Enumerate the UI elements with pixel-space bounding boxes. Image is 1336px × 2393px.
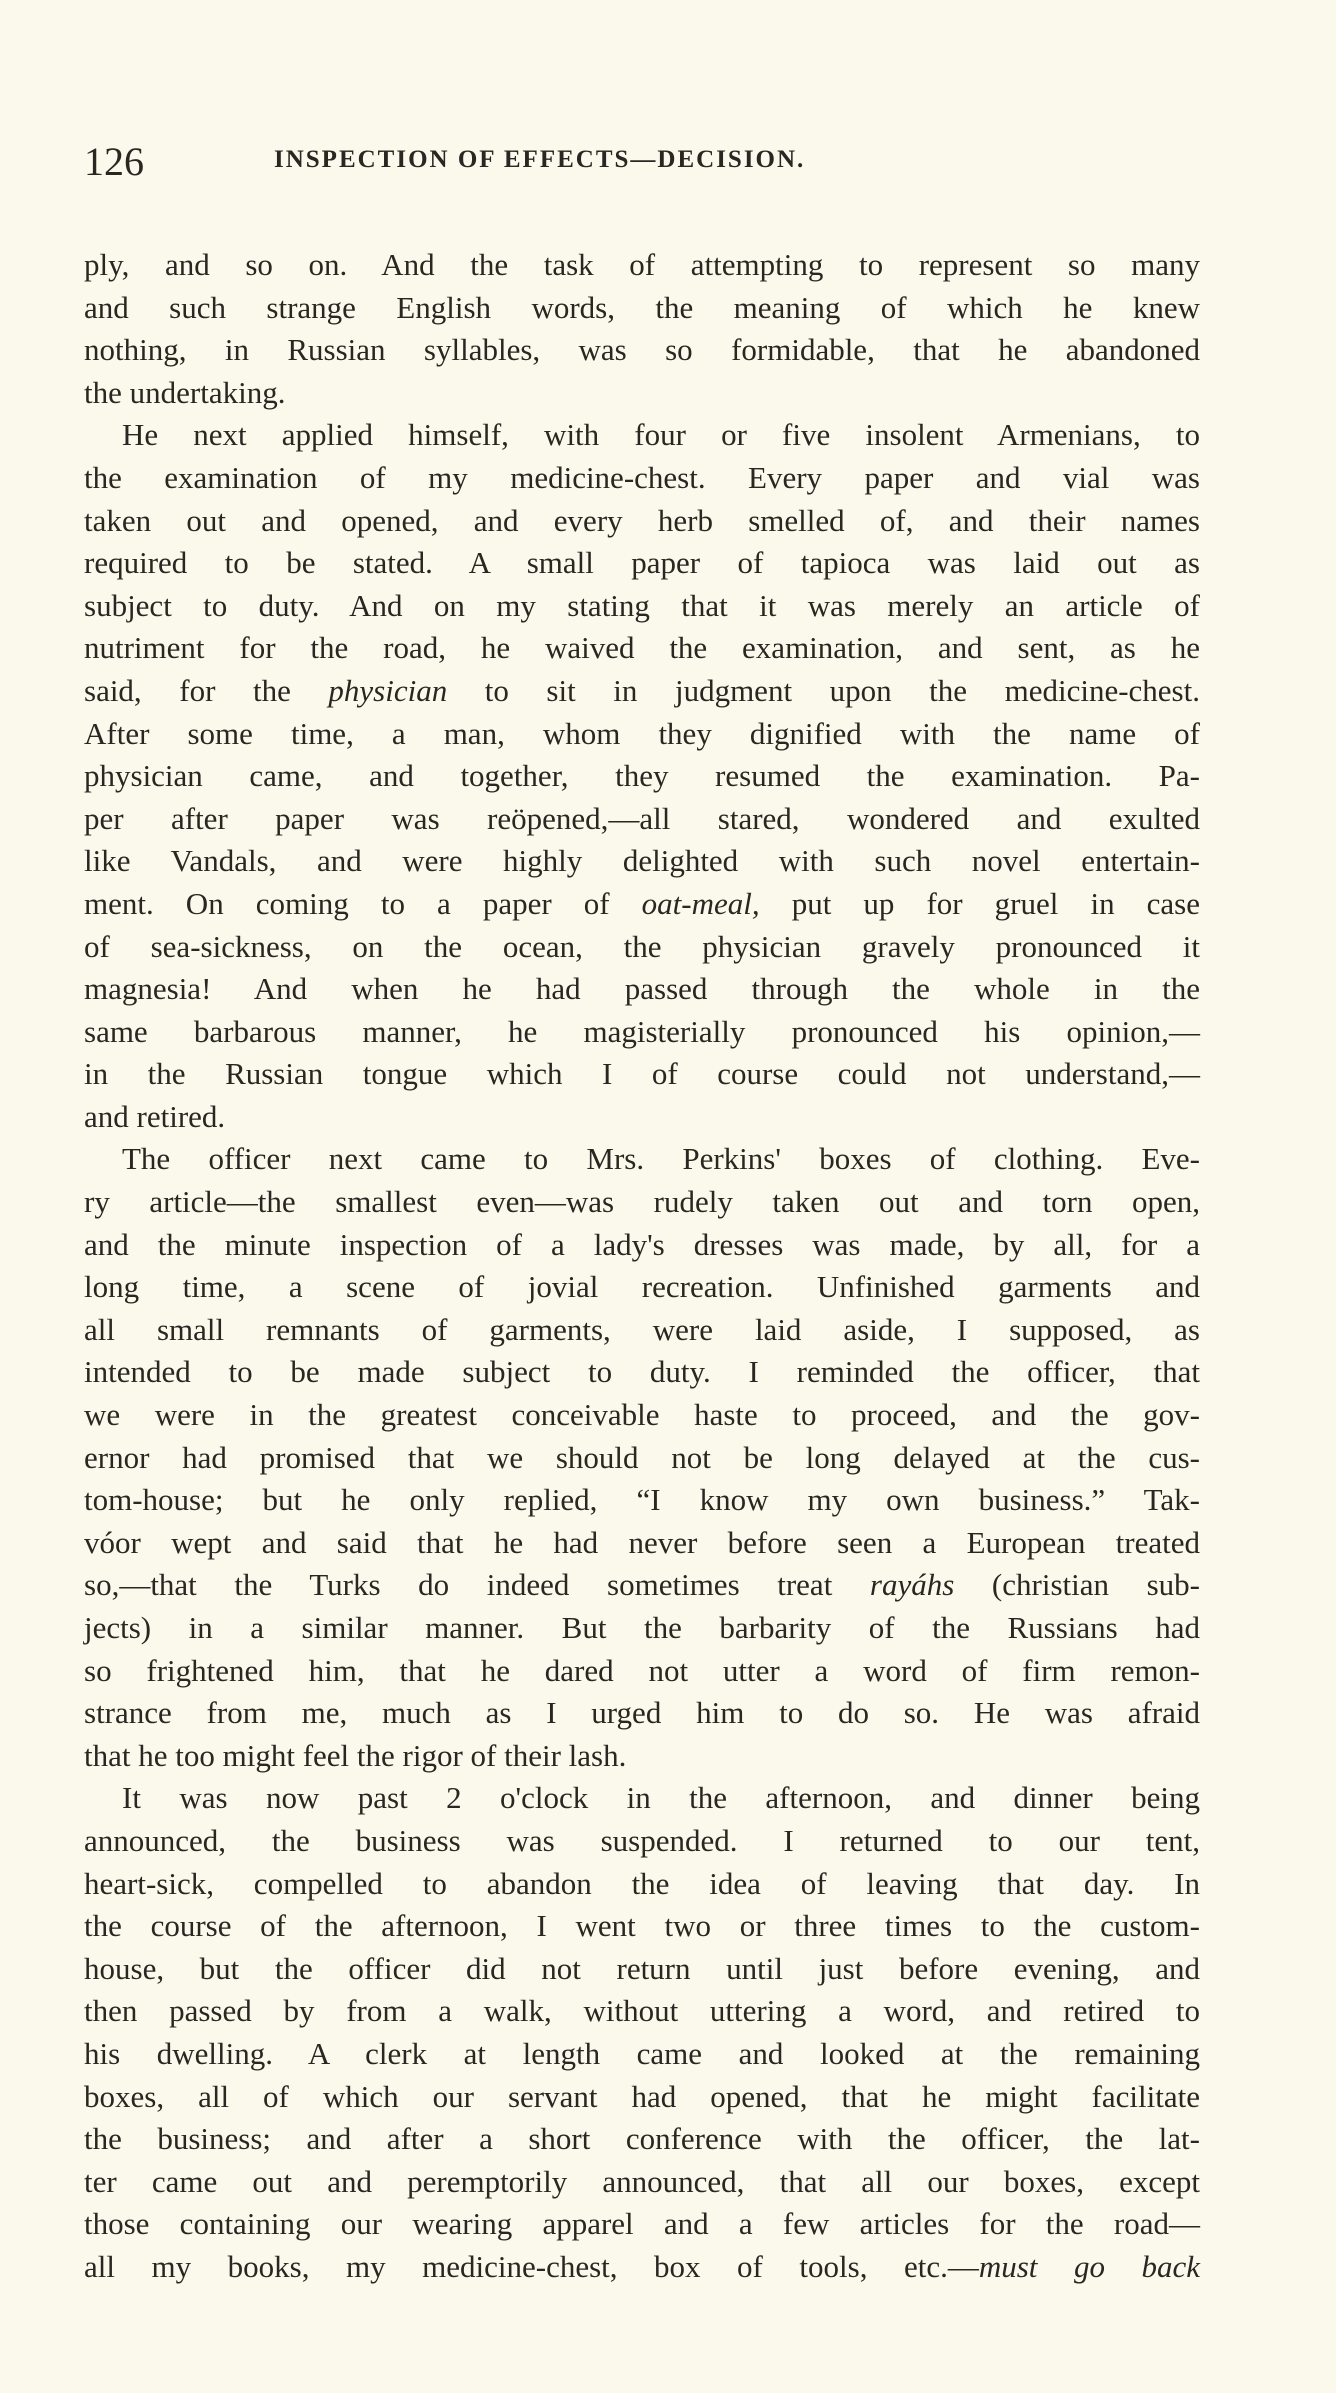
- text-line: same barbarous manner, he magisterially pronounced his opinion,—: [84, 1013, 1200, 1049]
- text-line: announced, the business was suspended. I returned to our tent,: [84, 1822, 1200, 1858]
- text-segment: said, for the: [84, 672, 329, 708]
- text-line: He next applied himself, with four or five insolent Armenians, to: [122, 417, 1200, 453]
- italic-text: physician: [328, 672, 448, 708]
- text-line: in the Russian tongue which I of course could not understand,—: [84, 1056, 1200, 1092]
- text-line: After some time, a man, whom they dignified with the name of: [84, 715, 1200, 751]
- text-line: ter came out and peremptorily announced, that all our boxes, except: [84, 2163, 1200, 2199]
- text-line: house, but the officer did not return until just before evening, and: [84, 1950, 1200, 1986]
- text-line: the business; and after a short conference with the officer, the lat-: [84, 2121, 1200, 2157]
- text-line: and the minute inspection of a lady's dresses was made, by all, for a: [84, 1226, 1200, 1262]
- text-line: that he too might feel the rigor of their lash.: [84, 1737, 627, 1773]
- text-line: so frightened him, that he dared not utter a word of firm remon-: [84, 1652, 1200, 1688]
- text-line: nutriment for the road, he waived the examination, and sent, as he: [84, 630, 1200, 666]
- text-line: [84, 2246, 1200, 2289]
- text-line: ply, and so on. And the task of attempting to represent so many: [84, 247, 1200, 282]
- text-line: the undertaking.: [84, 374, 286, 410]
- text-line: then passed by from a walk, without uttering a word, and retired to: [84, 1993, 1200, 2029]
- running-head-title: INSPECTION OF EFFECTS—DECISION.: [274, 146, 806, 173]
- text-line: and such strange English words, the meaning of which he knew: [84, 289, 1200, 325]
- text-segment: (christian sub-: [954, 1567, 1200, 1603]
- page-number: 126: [84, 139, 144, 184]
- text-segment: all my books, my medicine-chest, box of tools, etc.—: [84, 2248, 979, 2284]
- text-line: per after paper was reöpened,—all stared, wondered and exulted: [84, 800, 1200, 836]
- text-segment: ment. On coming to a paper of: [84, 885, 642, 921]
- page-body-text: [84, 244, 1200, 2289]
- text-line: [84, 883, 1200, 926]
- text-segment: put up for gruel in case: [759, 885, 1200, 921]
- text-line: magnesia! And when he had passed through the whole in the: [84, 971, 1200, 1007]
- text-segment: so,—that the Turks do indeed sometimes treat: [84, 1567, 870, 1603]
- text-line: ry article—the smallest even—was rudely taken out and torn open,: [84, 1184, 1200, 1220]
- text-segment: to sit in judgment upon the medicine-chest.: [447, 672, 1200, 708]
- text-line: the examination of my medicine-chest. Every paper and vial was: [84, 459, 1200, 495]
- text-line: and retired.: [84, 1098, 226, 1134]
- text-line: [84, 670, 1200, 713]
- text-line: jects) in a similar manner. But the barbarity of the Russians had: [84, 1610, 1200, 1645]
- text-line: required to be stated. A small paper of tapioca was laid out as: [84, 545, 1200, 581]
- running-header: [84, 138, 1200, 188]
- text-line: his dwelling. A clerk at length came and looked at the remaining: [84, 2035, 1200, 2071]
- text-line: ernor had promised that we should not be long delayed at the cus-: [84, 1439, 1200, 1475]
- text-line: of sea-sickness, on the ocean, the physician gravely pronounced it: [84, 928, 1200, 964]
- italic-text: rayáhs: [869, 1567, 955, 1603]
- text-line: the course of the afternoon, I went two or three times to the custom-: [84, 1908, 1200, 1944]
- text-line: nothing, in Russian syllables, was so formidable, that he abandoned: [84, 332, 1200, 368]
- text-line: taken out and opened, and every herb smelled of, and their names: [84, 502, 1200, 538]
- text-line: strance from me, much as I urged him to do so. He was afraid: [84, 1695, 1200, 1731]
- text-line: intended to be made subject to duty. I reminded the officer, that: [84, 1354, 1200, 1390]
- italic-text: must go back: [978, 2248, 1200, 2284]
- text-line: It was now past 2 o'clock in the afternoon, and dinner being: [122, 1780, 1200, 1816]
- text-line: The officer next came to Mrs. Perkins' boxes of clothing. Eve-: [122, 1141, 1200, 1177]
- text-line: heart-sick, compelled to abandon the idea of leaving that day. In: [84, 1865, 1200, 1901]
- text-line: [84, 1564, 1200, 1607]
- text-line: tom-house; but he only replied, “I know my own business.” Tak-: [84, 1482, 1200, 1518]
- text-line: like Vandals, and were highly delighted with such novel entertain-: [84, 843, 1200, 879]
- text-line: boxes, all of which our servant had opened, that he might facilitate: [84, 2078, 1200, 2114]
- text-line: all small remnants of garments, were laid aside, I supposed, as: [84, 1311, 1200, 1347]
- text-line: we were in the greatest conceivable haste to proceed, and the gov-: [84, 1397, 1200, 1433]
- text-line: those containing our wearing apparel and a few articles for the road—: [84, 2206, 1200, 2242]
- text-line: subject to duty. And on my stating that it was merely an article of: [84, 587, 1200, 623]
- text-line: physician came, and together, they resumed the examination. Pa-: [84, 758, 1200, 794]
- text-line: vóor wept and said that he had never before seen a European treated: [84, 1524, 1200, 1560]
- italic-text: oat-meal,: [641, 885, 760, 921]
- text-line: long time, a scene of jovial recreation. Unfinished garments and: [84, 1269, 1200, 1305]
